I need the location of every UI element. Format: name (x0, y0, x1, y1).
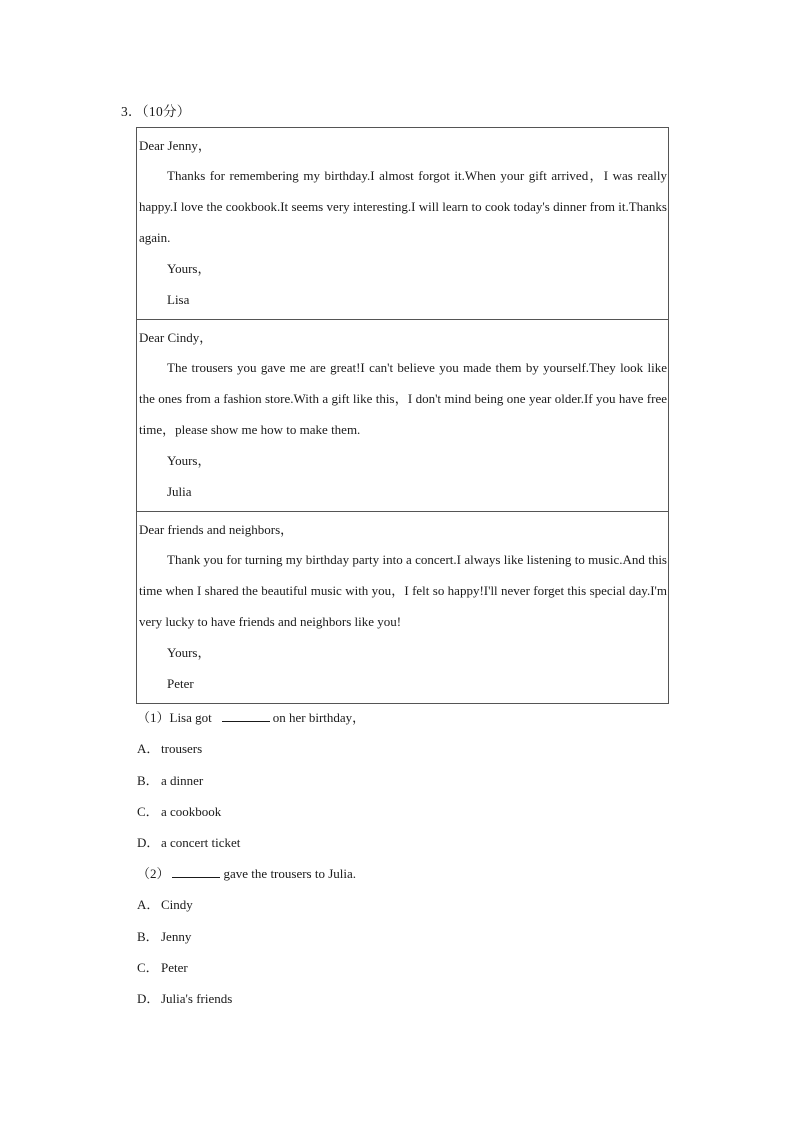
sub-question-prefix: （2） (137, 866, 170, 881)
letter-closing: Yours， (167, 645, 211, 660)
option-letter: C． (137, 960, 159, 975)
option-text: Jenny (161, 929, 192, 944)
sub-question-prefix: （1）Lisa got (137, 710, 212, 725)
letter-greeting: Dear Jenny， (139, 138, 211, 153)
option-1a[interactable] (137, 740, 202, 758)
letter-greeting: Dear friends and neighbors， (139, 522, 294, 537)
option-text: a dinner (161, 773, 204, 788)
option-letter: C． (137, 804, 159, 819)
option-1c[interactable] (137, 803, 221, 821)
letter-signature: Julia (167, 484, 192, 499)
option-letter: D． (137, 991, 160, 1006)
letter-signature: Lisa (167, 292, 190, 307)
letter-lisa (137, 128, 668, 320)
answer-blank[interactable] (172, 865, 220, 878)
option-text: Julia's friends (161, 991, 233, 1006)
option-text: a cookbook (161, 804, 222, 819)
sub-question-suffix: on her birthday， (272, 710, 366, 725)
option-text: trousers (161, 741, 203, 756)
sub-question-2 (137, 865, 356, 883)
option-letter: B． (137, 773, 159, 788)
answer-blank[interactable] (222, 709, 270, 722)
option-2a[interactable] (137, 896, 193, 914)
letter-julia (137, 320, 668, 512)
option-1d[interactable] (137, 834, 240, 852)
letter-body: Thanks for remembering my birthday.I almost forgot it.When your gift arrived，I was really happy.I love the cookbook.It seems very interesting.I will learn to cook today's dinner from it.Thanks again. (139, 168, 667, 245)
option-2b[interactable] (137, 928, 191, 946)
option-letter: D． (137, 835, 160, 850)
letter-closing: Yours， (167, 261, 211, 276)
letter-signature: Peter (167, 676, 194, 691)
option-text: Cindy (161, 897, 193, 912)
sub-question-suffix: gave the trousers to Julia. (223, 866, 357, 881)
sub-question-1 (137, 709, 365, 727)
letters-box (136, 127, 669, 704)
letter-greeting: Dear Cindy， (139, 330, 213, 345)
letter-closing: Yours， (167, 453, 211, 468)
option-letter: B． (137, 929, 159, 944)
option-text: a concert ticket (161, 835, 241, 850)
option-1b[interactable] (137, 772, 203, 790)
letter-body: The trousers you gave me are great!I can't believe you made them by yourself.They look like the ones from a fashion store.With a gift like this，I don't mind being one year older.If you have free time，please show me how to make them. (139, 360, 667, 437)
letter-body: Thank you for turning my birthday party into a concert.I always like listening to music.And this time when I shared the beautiful music with you，I felt so happy!I'll never forget this special day.I'm very lucky to have friends and neighbors like you! (139, 552, 667, 629)
option-letter: A． (137, 741, 160, 756)
question-number: 3．（10分） (121, 104, 191, 119)
option-2c[interactable] (137, 959, 188, 977)
option-text: Peter (161, 960, 188, 975)
option-letter: A． (137, 897, 160, 912)
option-2d[interactable] (137, 990, 232, 1008)
letter-peter (137, 512, 668, 703)
